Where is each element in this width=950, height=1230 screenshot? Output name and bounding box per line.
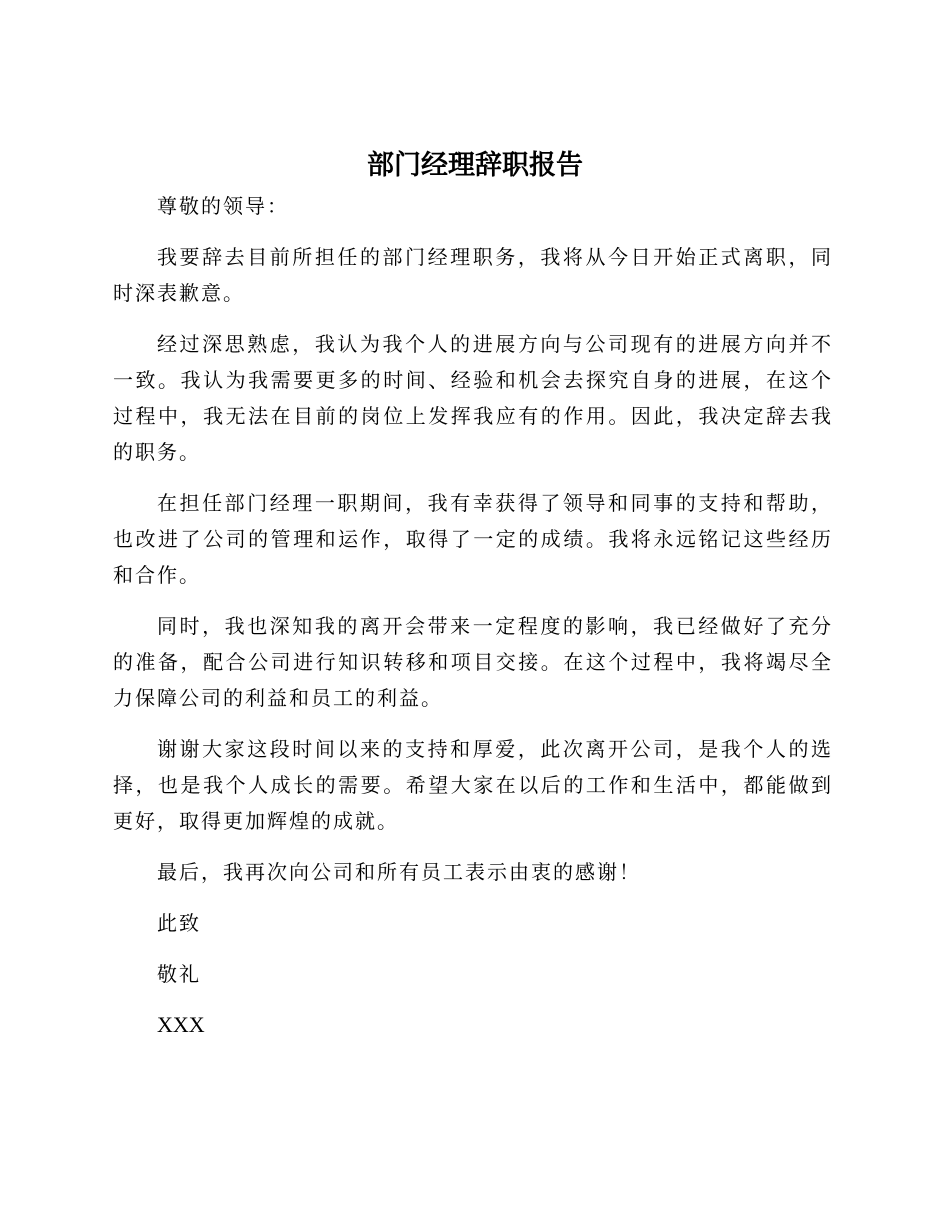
signature: XXX xyxy=(157,1012,205,1037)
paragraph-1: 我要辞去目前所担任的部门经理职务，我将从今日开始正式离职，同时深表歉意。 xyxy=(113,245,833,305)
paragraph-4: 同时，我也深知我的离开会带来一定程度的影响，我已经做好了充分的准备，配合公司进行知识转移和项目交接。在这个过程中，我将竭尽全力保障公司的利益和员工的利益。 xyxy=(113,614,833,710)
document-body xyxy=(113,188,833,1043)
closing-thanks: 最后，我再次向公司和所有员工表示由衷的感谢！ xyxy=(157,860,641,884)
salutation: 尊敬的领导： xyxy=(157,194,289,218)
paragraph-3: 在担任部门经理一职期间，我有幸获得了领导和同事的支持和帮助，也改进了公司的管理和运作，取得了一定的成绩。我将永远铭记这些经历和合作。 xyxy=(113,491,833,587)
closing-jingli: 敬礼 xyxy=(157,962,201,986)
document-title: 部门经理辞职报告 xyxy=(367,150,583,181)
paragraph-5: 谢谢大家这段时间以来的支持和厚爱，此次离开公司，是我个人的选择，也是我个人成长的需要。希望大家在以后的工作和生活中，都能做到更好，取得更加辉煌的成就。 xyxy=(113,737,833,833)
paragraph-2: 经过深思熟虑，我认为我个人的进展方向与公司现有的进展方向并不一致。我认为我需要更多的时间、经验和机会去探究自身的进展，在这个过程中，我无法在目前的岗位上发挥我应有的作用。因此，我决定辞去我的职务。 xyxy=(113,332,833,464)
closing-cizhi: 此致 xyxy=(157,911,201,935)
